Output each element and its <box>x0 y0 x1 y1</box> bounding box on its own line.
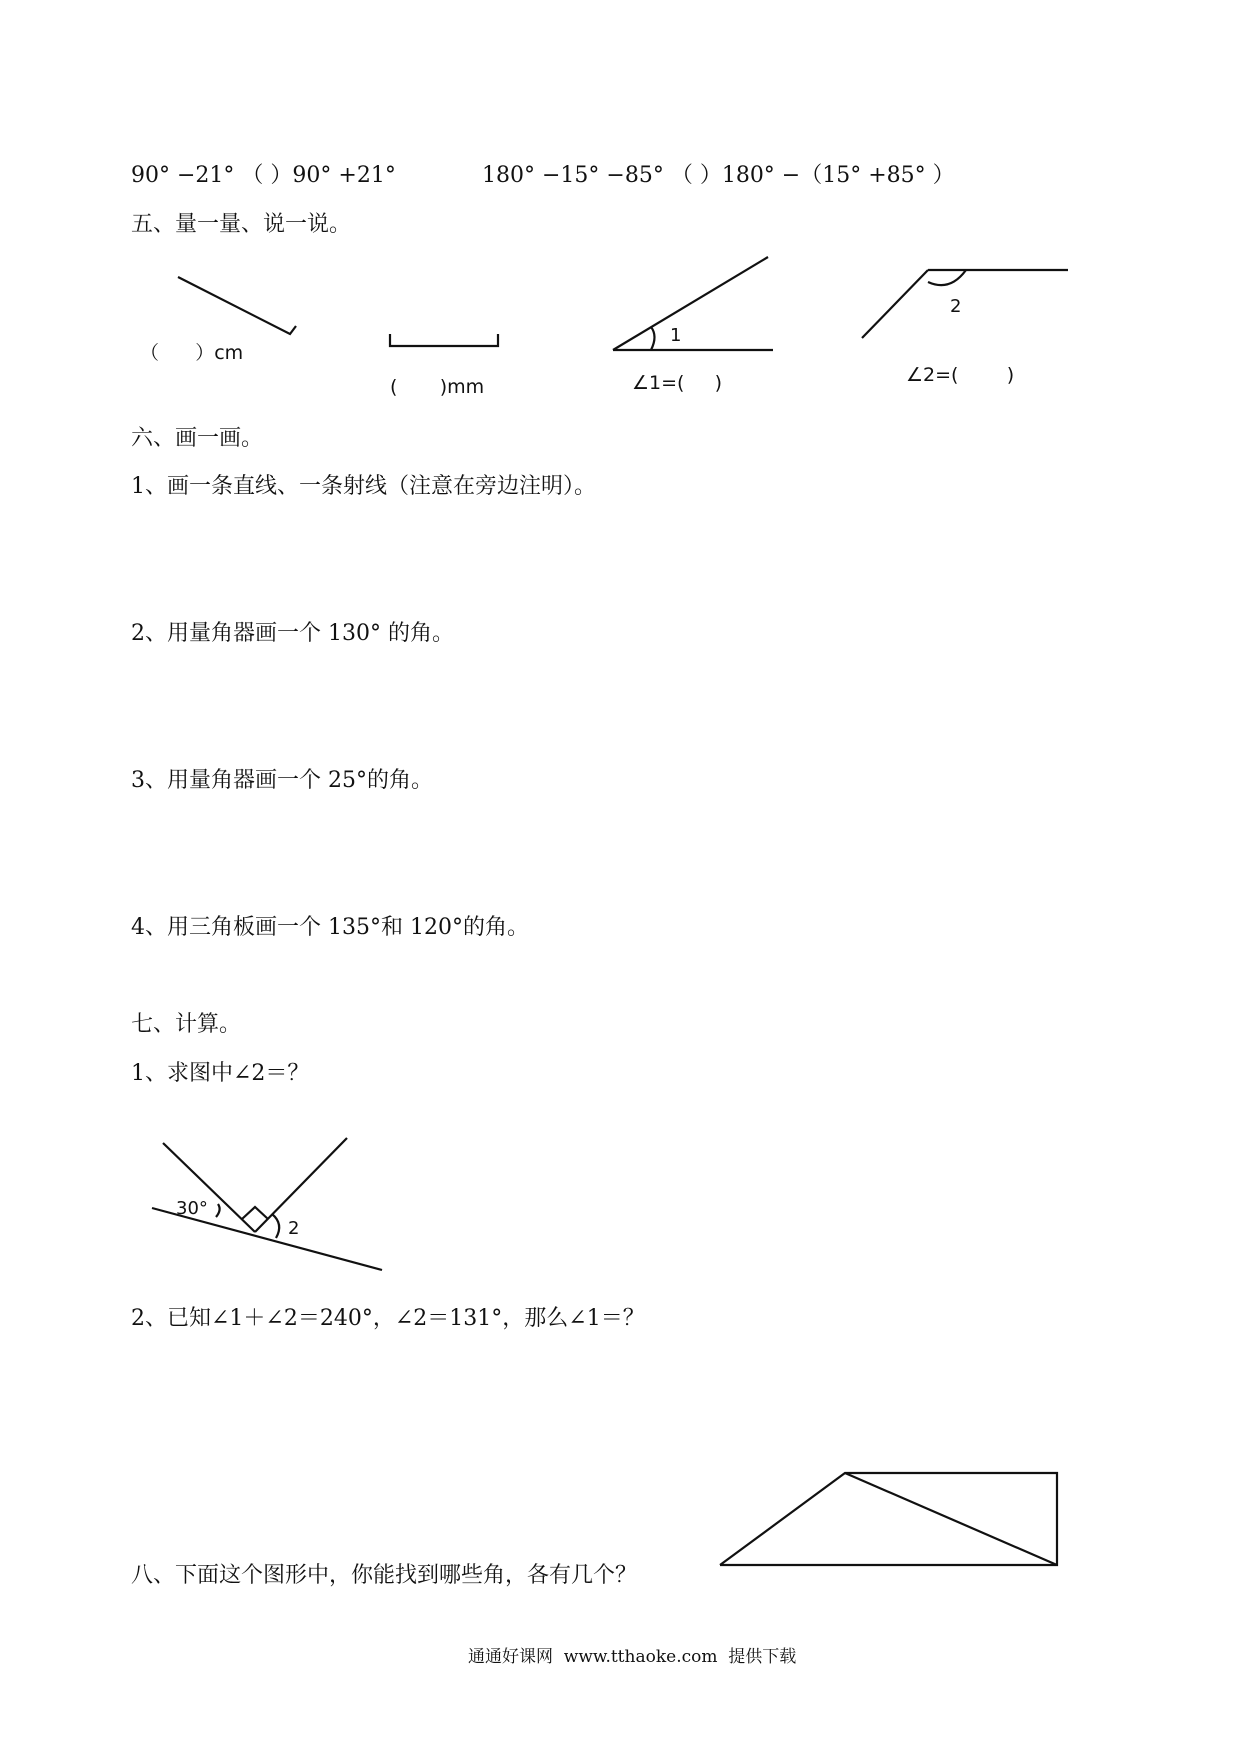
angle-2-label: 2 <box>288 1218 300 1239</box>
section-5-title: 五、量一量、说一说。 <box>131 212 352 237</box>
section-6-title: 六、画一画。 <box>131 426 264 451</box>
answer-mm: ( )mm <box>390 376 485 398</box>
section-7-q2: 2、已知∠1＋∠2＝240°，∠2＝131°，那么∠1＝？ <box>131 1306 645 1331</box>
trapezoid-shape <box>720 1473 1057 1565</box>
compare-item-2: 180° −15° −85° （ ）180° −（15° +85° ） <box>482 163 955 188</box>
section-7-q1: 1、求图中∠2＝？ <box>131 1061 310 1086</box>
section-7-title: 七、计算。 <box>131 1012 242 1037</box>
angle2-answer: ∠2=( ) <box>906 364 1015 386</box>
answer-cm: （ ）cm <box>140 342 244 364</box>
angle-30-label: 30° <box>176 1198 208 1219</box>
section-6-q2: 2、用量角器画一个 130° 的角。 <box>131 621 454 646</box>
section-8-title: 八、下面这个图形中，你能找到哪些角，各有几个？ <box>131 1563 638 1588</box>
angle2-label: 2 <box>950 296 962 317</box>
angle1-label: 1 <box>670 325 682 346</box>
footer-text: 通通好课网 www.tthaoke.com 提供下载 <box>468 1647 797 1667</box>
angle1-answer: ∠1=( ) <box>632 372 723 394</box>
compare-item-1: 90° −21° （ ）90° +21° <box>131 163 396 188</box>
section-6-q3: 3、用量角器画一个 25°的角。 <box>131 768 433 793</box>
diagonal <box>845 1473 1057 1565</box>
section-6-q1: 1、画一条直线、一条射线（注意在旁边注明）。 <box>131 474 596 499</box>
section-6-q4: 4、用三角板画一个 135°和 120°的角。 <box>131 915 529 940</box>
